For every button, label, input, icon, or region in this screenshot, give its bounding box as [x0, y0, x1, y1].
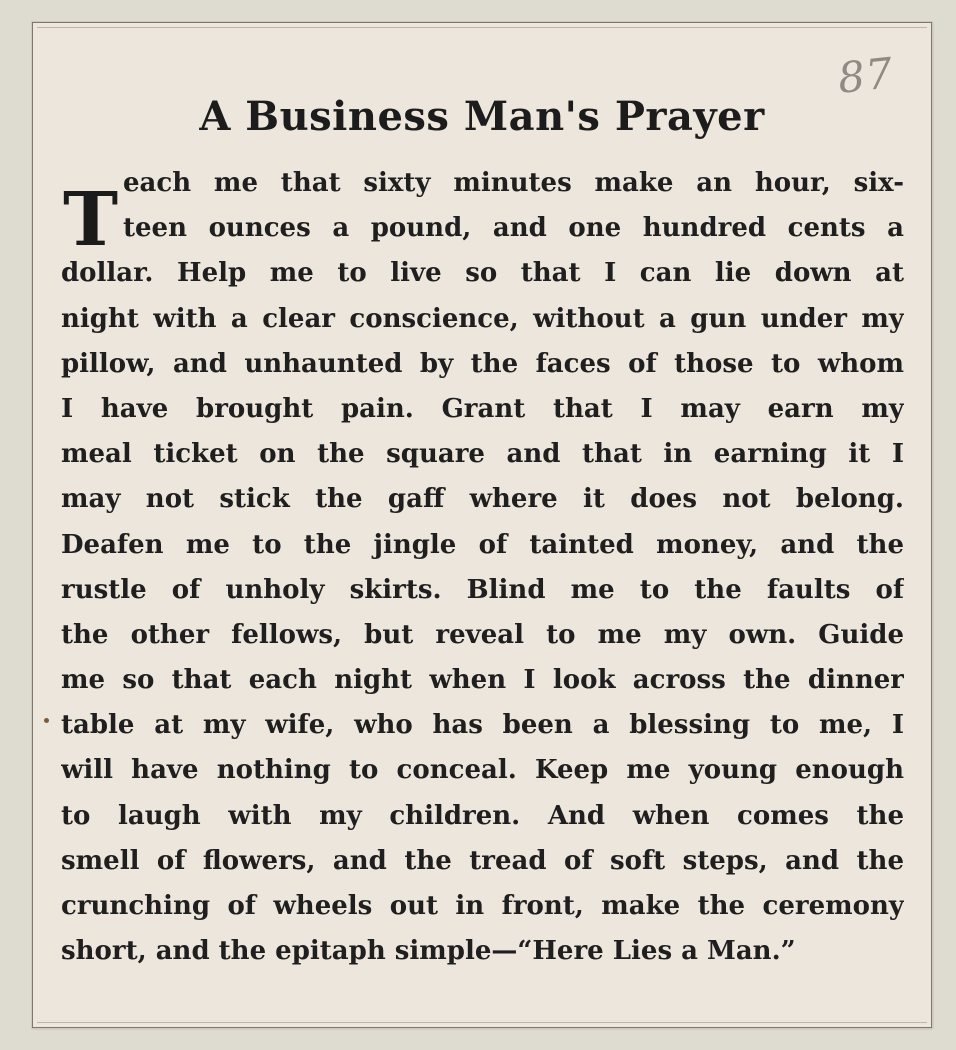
text-line: dollar. Help me to live so that I can lie down at: [61, 258, 904, 289]
text-line: night with a clear conscience, without a gun under my: [61, 303, 904, 334]
text-line: will have nothing to conceal. Keep me young enough: [61, 755, 904, 786]
text-line: rustle of unholy skirts. Blind me to the faults of: [61, 574, 904, 605]
text-line: the other fellows, but reveal to me my own. Guide: [61, 619, 904, 650]
paper-speck: [44, 718, 49, 723]
text-line: crunching of wheels out in front, make the ceremony: [61, 891, 904, 921]
article-title: A Business Man's Prayer: [199, 93, 765, 140]
text-line: smell of flowers, and the tread of soft steps, and the: [61, 845, 904, 876]
text-line: meal ticket on the square and that in earning it I: [61, 439, 904, 470]
article-body: [61, 161, 904, 974]
text-line: to laugh with my children. And when comes the: [61, 800, 904, 831]
text-line: Deafen me to the jingle of tainted money, and the: [61, 529, 904, 560]
text-line: pillow, and unhaunted by the faces of those to whom: [61, 348, 904, 379]
text-line: teen ounces a pound, and one hundred cents a: [123, 213, 904, 244]
drop-cap: T: [63, 177, 119, 263]
text-line: me so that each night when I look across the dinner: [61, 665, 904, 696]
text-line: may not stick the gaff where it does not belong.: [61, 484, 904, 515]
newspaper-clipping: [32, 22, 932, 1028]
text-line: table at my wife, who has been a blessing to me, I: [61, 710, 904, 741]
text-line: each me that sixty minutes make an hour, six-: [123, 168, 904, 198]
text-line: short, and the epitaph simple—“Here Lies a Man.”: [61, 936, 796, 967]
handwritten-page-number: 87: [835, 48, 896, 103]
text-line: I have brought pain. Grant that I may earn my: [61, 393, 904, 424]
